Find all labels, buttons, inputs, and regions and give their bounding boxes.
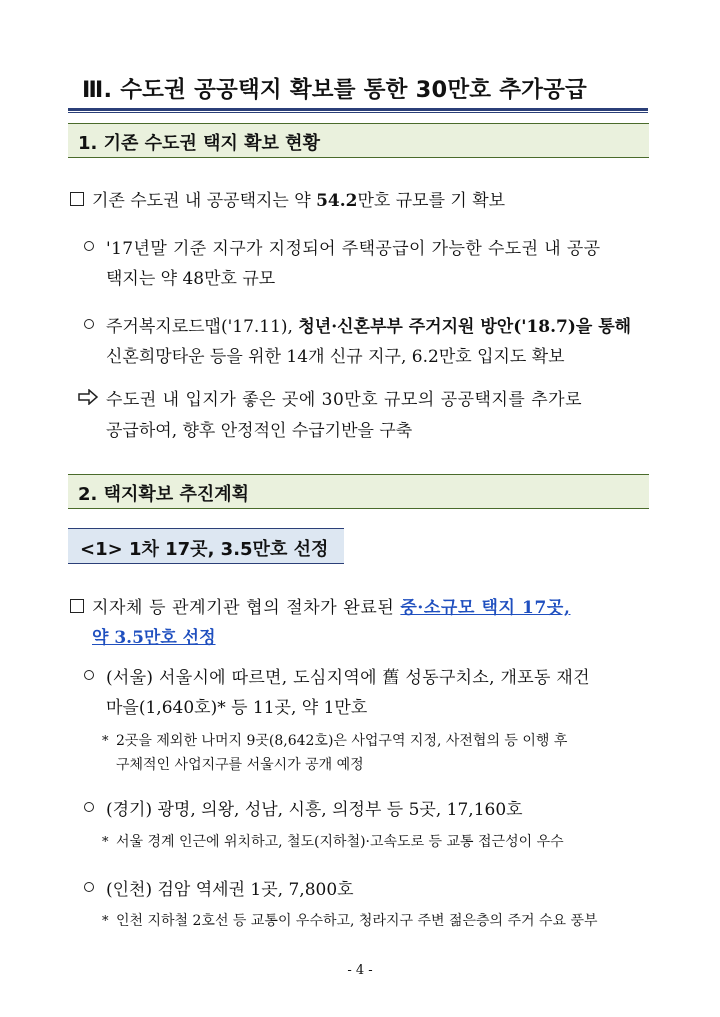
sub-bold-text: 청년·신혼부부 주거지원 방안('18.7)을 통해 xyxy=(298,317,632,337)
item-text: 기존 수도권 내 공공택지는 약 xyxy=(92,191,317,211)
seoul-note-line-1: 2곳을 제외한 나머지 9곳(8,642호)은 사업구역 지정, 사전협의 등 이행 후 xyxy=(116,733,568,749)
circle-bullet-icon xyxy=(84,802,94,812)
circle-bullet-icon xyxy=(84,670,94,680)
sub-text: 주거복지로드맵('17.11), xyxy=(106,317,299,337)
section-2-item-1-line-1 xyxy=(92,593,570,618)
item-text: 만호 규모를 기 확보 xyxy=(357,191,506,211)
section-1-sub-2-line-1 xyxy=(106,312,631,337)
section-2-heading: 2. 택지확보 추진계획 xyxy=(78,484,249,505)
square-bullet-icon xyxy=(70,192,84,206)
asterisk-icon: * xyxy=(102,734,109,749)
section-1-item-1 xyxy=(92,186,505,211)
section-2-subheading-box xyxy=(68,528,344,564)
circle-bullet-icon xyxy=(84,882,94,892)
seoul-note-line-2: 구체적인 사업지구를 서울시가 공개 예정 xyxy=(116,757,364,773)
section-1-sub-1-line-2: 택지는 약 48만호 규모 xyxy=(106,269,276,289)
right-arrow-icon xyxy=(78,389,98,405)
page-title: Ⅲ. 수도권 공공택지 확보를 통한 30만호 추가공급 xyxy=(82,77,587,103)
section-2-subheading: <1> 1차 17곳, 3.5만호 선정 xyxy=(80,539,329,560)
gyeonggi-note: 서울 경계 인근에 위치하고, 철도(지하철)·고속도로 등 교통 접근성이 우수 xyxy=(116,834,564,850)
section-1-heading: 1. 기존 수도권 택지 확보 현황 xyxy=(78,133,320,154)
section-2-heading-bar xyxy=(68,474,649,509)
circle-bullet-icon xyxy=(84,241,94,251)
asterisk-icon: * xyxy=(102,835,109,850)
item-bold-value: 54.2 xyxy=(316,191,358,211)
section-1-heading-bar xyxy=(68,123,649,158)
page-number: - 4 - xyxy=(347,963,373,978)
asterisk-icon: * xyxy=(102,914,109,929)
section-1-sub-1-line-1: '17년말 기준 지구가 지정되어 주택공급이 가능한 수도권 내 공공 xyxy=(106,239,601,259)
item-text: 지자체 등 관계기관 협의 절차가 완료된 xyxy=(92,598,401,618)
section-1-arrow-line-1: 수도권 내 입지가 좋은 곳에 30만호 규모의 공공택지를 추가로 xyxy=(106,390,582,410)
highlight-text: 중·소규모 택지 17곳, xyxy=(400,598,571,618)
incheon-note: 인천 지하철 2호선 등 교통이 우수하고, 청라지구 주변 젊은층의 주거 수요 풍부 xyxy=(116,913,598,929)
seoul-line-2: 마을(1,640호)* 등 11곳, 약 1만호 xyxy=(106,698,368,718)
section-1-arrow-line-2: 공급하여, 향후 안정적인 수급기반을 구축 xyxy=(106,421,413,441)
section-2-item-1-line-2: 약 3.5만호 선정 xyxy=(92,628,216,648)
title-rule xyxy=(68,108,648,113)
gyeonggi-line-1: (경기) 광명, 의왕, 성남, 시흥, 의정부 등 5곳, 17,160호 xyxy=(106,800,523,820)
section-1-sub-2-line-2: 신혼희망타운 등을 위한 14개 신규 지구, 6.2만호 입지도 확보 xyxy=(106,347,565,367)
incheon-line-1: (인천) 검암 역세권 1곳, 7,800호 xyxy=(106,880,354,900)
square-bullet-icon xyxy=(70,599,84,613)
circle-bullet-icon xyxy=(84,319,94,329)
seoul-line-1: (서울) 서울시에 따르면, 도심지역에 舊 성동구치소, 개포동 재건 xyxy=(106,668,590,688)
